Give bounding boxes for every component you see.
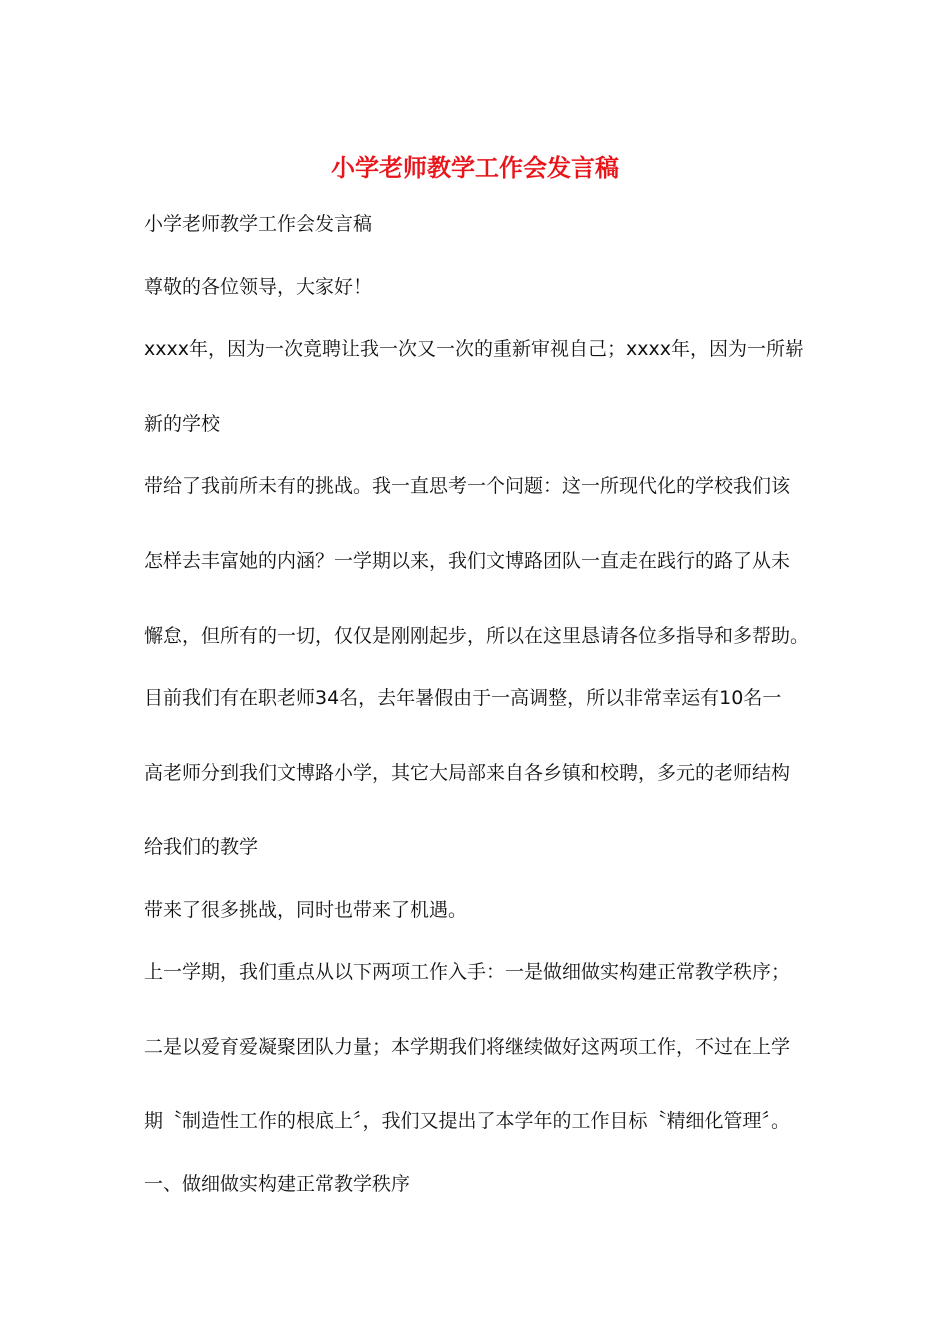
body-line-3: xxxx年，因为一次竟聘让我一次又一次的重新审视自己；xxxx年，因为一所崭 — [144, 338, 804, 360]
body-line-7: 懈怠，但所有的一切，仅仅是刚刚起步，所以在这里恳请各位多指导和多帮助。 — [144, 625, 810, 647]
document-title: 小学老师教学工作会发言稿 — [331, 153, 619, 182]
body-line-10: 给我们的教学 — [144, 836, 259, 858]
body-line-12: 上一学期，我们重点从以下两项工作入手：一是做细做实构建正常教学秩序； — [144, 961, 791, 983]
body-line-14: 期〝制造性工作的根底上〞，我们又提出了本学年的工作目标〝精细化管理〞。 — [144, 1110, 791, 1132]
body-line-11: 带来了很多挑战，同时也带来了机遇。 — [144, 899, 468, 921]
body-line-4: 新的学校 — [144, 413, 221, 435]
body-line-2: 尊敬的各位领导，大家好！ — [144, 276, 373, 298]
body-line-5: 带给了我前所未有的挑战。我一直思考一个问题：这一所现代化的学校我们该 — [144, 475, 791, 497]
body-line-13: 二是以爱育爱凝聚团队力量；本学期我们将继续做好这两项工作，不过在上学 — [144, 1036, 791, 1058]
section-heading-1: 一、做细做实构建正常教学秩序 — [144, 1173, 411, 1195]
body-line-6: 怎样去丰富她的内涵？一学期以来，我们文博路团队一直走在践行的路了从未 — [144, 550, 791, 572]
body-line-8: 目前我们有在职老师34名，去年暑假由于一高调整，所以非常幸运有10名一 — [144, 687, 782, 709]
body-line-9: 高老师分到我们文博路小学，其它大局部来自各乡镇和校聘，多元的老师结构 — [144, 762, 791, 784]
body-line-1: 小学老师教学工作会发言稿 — [144, 213, 373, 235]
